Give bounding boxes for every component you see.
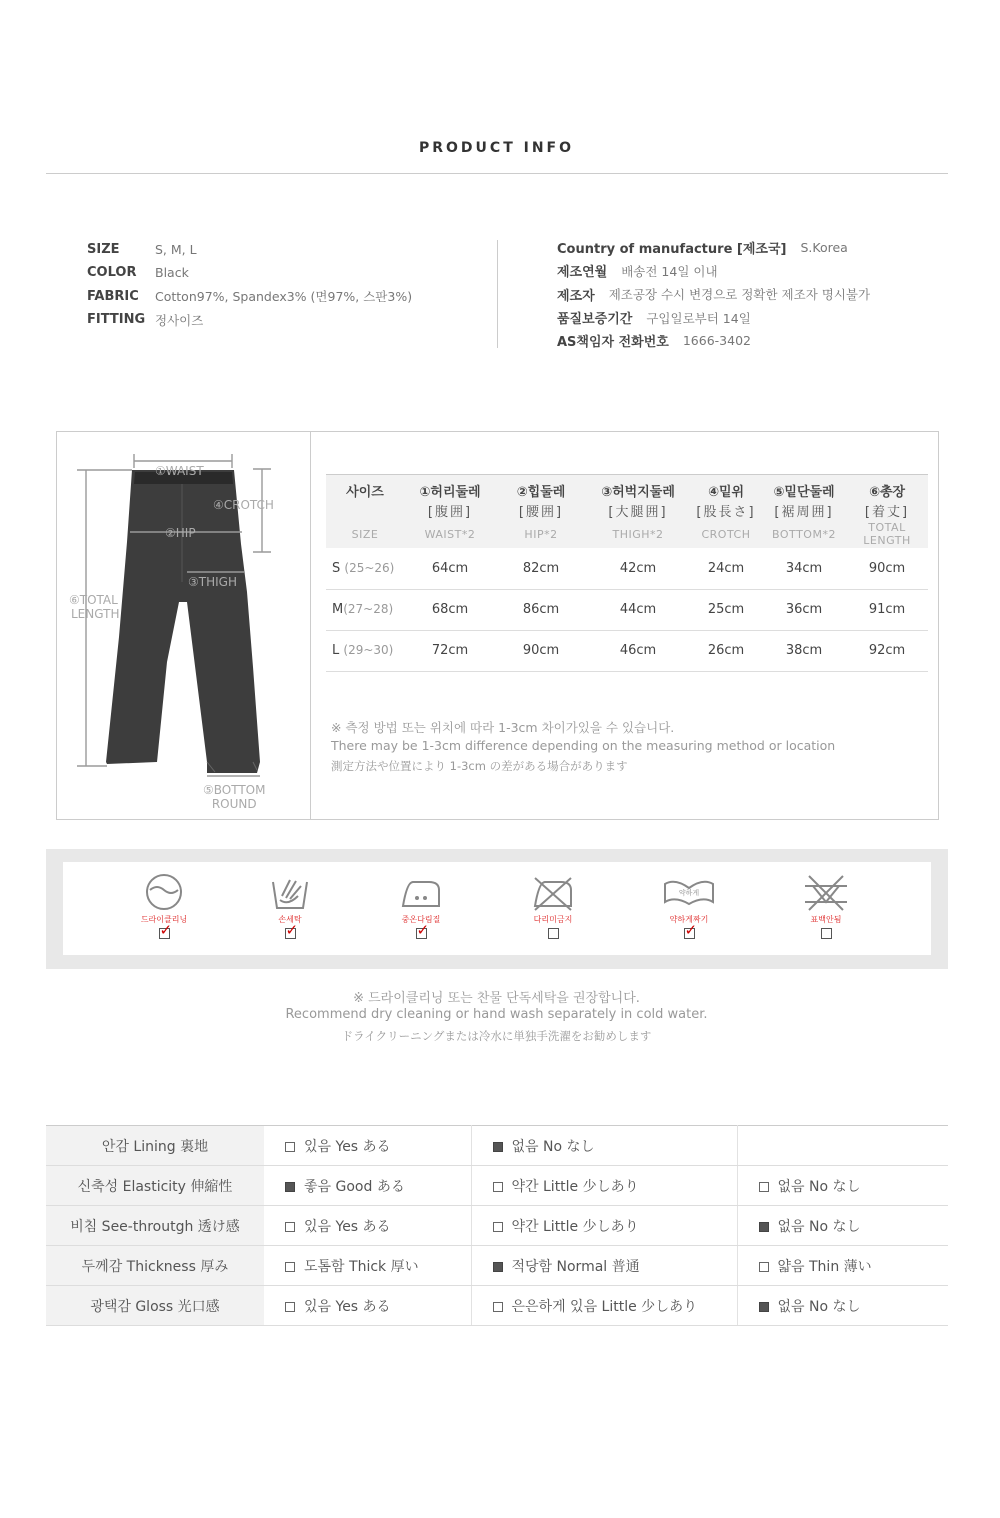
wring-gently-icon <box>661 872 717 912</box>
feature-label: 두께감 Thickness 厚み <box>46 1246 264 1286</box>
option-text: 있음 Yes ある <box>304 1138 391 1155</box>
header-cell: BOTTOM*2 <box>762 520 846 548</box>
spec-row-date <box>557 259 870 282</box>
value-cell: 25cm <box>690 589 762 630</box>
total-length-label <box>69 593 119 621</box>
checkbox <box>759 1182 769 1192</box>
page-title: PRODUCT INFO <box>418 140 575 156</box>
option-text: 적당함 Normal 普通 <box>511 1258 640 1275</box>
waist-label: ①WAIST <box>155 464 204 478</box>
value-cell: 90cm <box>846 548 928 589</box>
size-header-en <box>326 520 928 548</box>
option-text: 약간 Little 少しあり <box>511 1178 639 1195</box>
checkbox <box>285 1222 295 1232</box>
spec-label: FABRIC <box>87 288 139 304</box>
table-row <box>46 1166 948 1206</box>
header-cell: ④밑위 <box>690 475 762 501</box>
care-label: 드라이클리닝 <box>140 915 188 924</box>
spec-value: S, M, L <box>155 242 197 258</box>
spec-label: 제조자 <box>557 288 595 304</box>
spec-label: 제조연월 <box>557 265 608 281</box>
feature-label: 비침 See-throutgh 透け感 <box>46 1206 264 1246</box>
care-checkbox <box>821 928 832 939</box>
option-text: 없음 No なし <box>777 1178 861 1195</box>
value-cell: 42cm <box>586 548 690 589</box>
thigh-label: ③THIGH <box>188 575 237 589</box>
header-cell: ②힙둘레 <box>496 475 586 501</box>
spec-value: 배송전 14일 이내 <box>621 263 718 279</box>
svg-text:약하게: 약하게 <box>678 889 700 897</box>
checkbox <box>493 1302 503 1312</box>
header-cell: ①허리둘레 <box>404 475 496 501</box>
header-cell: WAIST*2 <box>404 520 496 548</box>
size-cell <box>326 630 404 671</box>
header-cell: HIP*2 <box>496 520 586 548</box>
spec-label: FITTING <box>87 312 146 328</box>
spec-label: 품질보증기간 <box>557 312 633 328</box>
value-cell: 82cm <box>496 548 586 589</box>
header-cell: [大腿囲] <box>586 500 690 520</box>
header-cell: [腰囲] <box>496 500 586 520</box>
value-cell: 92cm <box>846 630 928 671</box>
header-cell: [裾周囲] <box>762 500 846 520</box>
care-label: 표백안됨 <box>810 915 842 924</box>
header-cell: 사이즈 <box>326 475 404 501</box>
spec-label: AS책임자 전화번호 <box>557 335 669 351</box>
option-text: 좋음 Good ある <box>304 1178 405 1195</box>
feature-option <box>737 1246 948 1286</box>
care-checkbox <box>684 921 698 939</box>
checkbox <box>493 1222 503 1232</box>
bottom-round-line2: ROUND <box>211 797 257 811</box>
feature-option <box>737 1206 948 1246</box>
size-range: (25~26) <box>344 560 395 575</box>
size-cell <box>326 589 404 630</box>
specs-right <box>557 236 870 352</box>
feature-option <box>471 1166 737 1206</box>
spec-value: 구입일로부터 14일 <box>646 310 751 326</box>
feature-label: 신축성 Elasticity 伸縮性 <box>46 1166 264 1206</box>
option-text: 얇음 Thin 薄い <box>777 1258 872 1275</box>
care-panel <box>63 862 931 955</box>
checkbox-checked <box>285 1182 295 1192</box>
care-section <box>46 849 948 969</box>
spec-row-color <box>87 261 412 284</box>
total-length-line1: ⑥TOTAL <box>69 593 118 607</box>
spec-value: 정사이즈 <box>155 312 204 328</box>
table-row <box>46 1206 948 1246</box>
care-checkbox <box>285 921 299 939</box>
option-text: 없음 No なし <box>511 1138 595 1155</box>
care-note-jp: ドライクリーニングまたは冷水に単独手洗濯をお勧めします <box>341 1029 652 1043</box>
care-label: 중온다림질 <box>401 915 441 924</box>
header-cell: ⑤밑단둘레 <box>762 475 846 501</box>
option-text: 없음 No なし <box>777 1218 861 1235</box>
option-text: 있음 Yes ある <box>304 1218 391 1235</box>
care-label: 손세탁 <box>278 915 302 924</box>
pants-illustration <box>57 432 309 819</box>
value-cell: 38cm <box>762 630 846 671</box>
option-text: 약간 Little 少しあり <box>511 1218 639 1235</box>
hand-wash-icon <box>268 872 312 912</box>
spec-row-maker <box>557 283 870 306</box>
feature-option <box>471 1206 737 1246</box>
header-cell: [股長さ] <box>690 500 762 520</box>
header-cell: [着丈] <box>846 500 928 520</box>
feature-label: 광택감 Gloss 光口感 <box>46 1286 264 1326</box>
spec-value: Cotton97%, Spandex3% (면97%, 스판3%) <box>155 289 413 305</box>
feature-option <box>737 1286 948 1326</box>
size-range: (27~28) <box>343 602 394 616</box>
feature-option <box>737 1166 948 1206</box>
feature-option <box>264 1166 471 1206</box>
spec-value: S.Korea <box>800 240 848 256</box>
check-mark-icon: ✓ <box>684 921 698 939</box>
table-row <box>46 1126 948 1166</box>
feature-option <box>471 1126 737 1166</box>
bottom-round-line1: ⑤BOTTOM <box>203 783 266 797</box>
pants-diagram <box>57 432 311 819</box>
size-code: S <box>332 560 341 576</box>
value-cell: 34cm <box>762 548 846 589</box>
header-cell <box>326 500 404 520</box>
checkbox-checked <box>493 1142 503 1152</box>
header-cell: SIZE <box>326 520 404 548</box>
checkbox <box>759 1262 769 1272</box>
size-chart-box <box>56 431 939 820</box>
size-cell <box>326 548 404 589</box>
spec-label: COLOR <box>87 265 137 281</box>
header-cell: CROTCH <box>690 520 762 548</box>
option-text: 은은하게 있음 Little 少しあり <box>511 1298 698 1315</box>
hip-label: ②HIP <box>165 526 196 540</box>
feature-label: 안감 Lining 裏地 <box>46 1126 264 1166</box>
size-note-ko: ※ 측정 방법 또는 위치에 따라 1-3cm 차이가있을 수 있습니다. <box>331 720 675 735</box>
no-iron-icon <box>531 872 575 912</box>
total-length-line2: LENGTH <box>71 607 120 621</box>
care-label: 약하게짜기 <box>669 915 709 924</box>
check-mark-icon: ✓ <box>159 921 173 939</box>
table-row <box>326 630 928 671</box>
checkbox-checked <box>759 1302 769 1312</box>
checkbox-checked <box>759 1222 769 1232</box>
care-item-hand-wash <box>240 872 340 939</box>
option-text: 있음 Yes ある <box>304 1298 391 1315</box>
size-range: (29~30) <box>343 643 394 657</box>
table-row <box>326 548 928 589</box>
spec-divider <box>497 240 498 348</box>
care-item-no-bleach <box>776 872 876 939</box>
size-table <box>326 474 928 672</box>
care-checkbox <box>159 921 173 939</box>
title-divider <box>46 173 948 174</box>
table-row <box>46 1246 948 1286</box>
feature-option <box>264 1206 471 1246</box>
care-checkbox <box>416 921 430 939</box>
checkbox-checked <box>493 1262 503 1272</box>
checkbox <box>285 1142 295 1152</box>
value-cell: 72cm <box>404 630 496 671</box>
feature-option <box>471 1246 737 1286</box>
value-cell: 44cm <box>586 589 690 630</box>
crotch-label: ④CROTCH <box>213 498 274 512</box>
specs-left <box>87 238 412 331</box>
value-cell: 86cm <box>496 589 586 630</box>
size-code: L <box>332 643 340 658</box>
header-cell: THIGH*2 <box>586 520 690 548</box>
value-cell: 36cm <box>762 589 846 630</box>
care-note-ko: ※ 드라이클리닝 또는 찬물 단독세탁을 권장합니다. <box>353 991 640 1006</box>
no-bleach-icon <box>801 872 851 912</box>
value-cell: 24cm <box>690 548 762 589</box>
spec-label: Country of manufacture [제조국] <box>557 242 787 258</box>
size-header-ko <box>326 475 928 501</box>
table-row <box>46 1286 948 1326</box>
spec-row-country <box>557 236 870 259</box>
feature-option-empty <box>737 1126 948 1166</box>
checkbox <box>285 1302 295 1312</box>
size-header-jp <box>326 500 928 520</box>
value-cell: 26cm <box>690 630 762 671</box>
care-item-iron <box>371 872 471 939</box>
value-cell: 64cm <box>404 548 496 589</box>
bottom-round-label <box>203 783 265 811</box>
table-row <box>326 589 928 630</box>
option-text: 없음 No なし <box>777 1298 861 1315</box>
spec-row-phone <box>557 329 870 352</box>
spec-label: SIZE <box>87 242 120 258</box>
care-item-wring <box>639 872 739 939</box>
spec-value: 1666-3402 <box>682 333 751 349</box>
iron-medium-icon <box>399 872 443 912</box>
feature-option <box>264 1246 471 1286</box>
value-cell: 91cm <box>846 589 928 630</box>
spec-value: 제조공장 수시 변경으로 정확한 제조자 명시불가 <box>608 287 871 303</box>
care-label: 다리미금지 <box>533 915 573 924</box>
spec-row-warranty <box>557 306 870 329</box>
size-note-en: There may be 1-3cm difference depending on the measuring method or location <box>331 738 836 753</box>
feature-table <box>46 1125 948 1326</box>
value-cell: 68cm <box>404 589 496 630</box>
checkbox <box>285 1262 295 1272</box>
feature-option <box>264 1126 471 1166</box>
spec-row-size <box>87 238 412 261</box>
option-text: 도톰함 Thick 厚い <box>304 1258 419 1275</box>
header-cell: [腹囲] <box>404 500 496 520</box>
check-mark-icon: ✓ <box>416 921 430 939</box>
care-note-en: Recommend dry cleaning or hand wash separately in cold water. <box>285 1007 708 1022</box>
spec-value: Black <box>155 265 189 281</box>
feature-option <box>471 1286 737 1326</box>
care-checkbox <box>548 928 559 939</box>
value-cell: 46cm <box>586 630 690 671</box>
header-cell: ③허벅지둘레 <box>586 475 690 501</box>
care-item-dry-clean <box>114 872 214 939</box>
header-cell: TOTAL LENGTH <box>846 520 928 548</box>
size-code: M <box>332 602 344 617</box>
value-cell: 90cm <box>496 630 586 671</box>
header-cell: ⑥총장 <box>846 475 928 501</box>
care-item-no-iron <box>503 872 603 939</box>
dry-clean-icon <box>142 872 186 912</box>
checkbox <box>493 1182 503 1192</box>
check-mark-icon: ✓ <box>285 921 299 939</box>
spec-row-fabric <box>87 285 412 308</box>
size-note-jp: 測定方法や位置により 1-3cm の差がある場合があります <box>331 759 628 773</box>
feature-option <box>264 1286 471 1326</box>
spec-row-fitting <box>87 308 412 331</box>
